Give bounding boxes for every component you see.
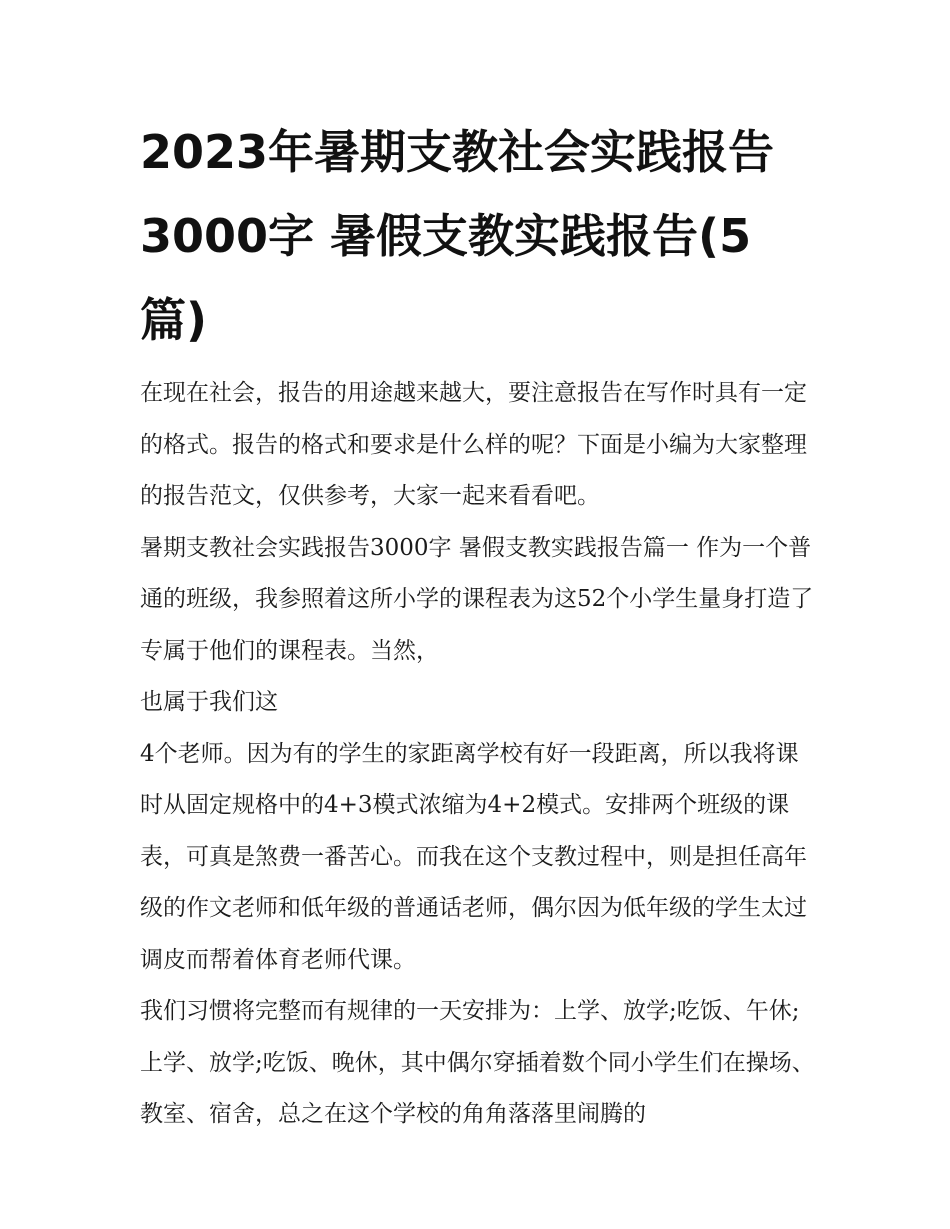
document-page: [140, 110, 815, 1141]
paragraph-fragment: 也属于我们这: [140, 689, 278, 715]
document-title: 2023年暑期支教社会实践报告3000字 暑假支教实践报告(5篇): [140, 125, 775, 347]
paragraph-section-one: 暑期支教社会实践报告3000字 暑假支教实践报告篇一 作为一个普通的班级，我参照着这所小学的课程表为这52个小学生量身打造了专属于他们的课程表。当然，: [140, 534, 814, 664]
paragraph-intro: 在现在社会，报告的用途越来越大，要注意报告在写作时具有一定的格式。报告的格式和要求是什么样的呢？下面是小编为大家整理的报告范文，仅供参考，大家一起来看看吧。: [140, 380, 807, 509]
document-body: [140, 368, 815, 1141]
paragraph-schedule: 4个老师。因为有的学生的家距离学校有好一段距离，所以我将课时从固定规格中的4+3模式浓缩为4+2模式。安排两个班级的课表，可真是煞费一番苦心。而我在这个支教过程中，则是担任高年级的作文老师和低年级的普通话老师，偶尔因为低年级的学生太过调皮而帮着体育老师代课。: [140, 740, 807, 973]
paragraph-daily-routine: 我们习惯将完整而有规律的一天安排为：上学、放学;吃饭、午休;上学、放学;吃饭、晚休，其中偶尔穿插着数个同小学生们在操场、教室、宿舍，总之在这个学校的角角落落里闹腾的: [140, 998, 815, 1127]
